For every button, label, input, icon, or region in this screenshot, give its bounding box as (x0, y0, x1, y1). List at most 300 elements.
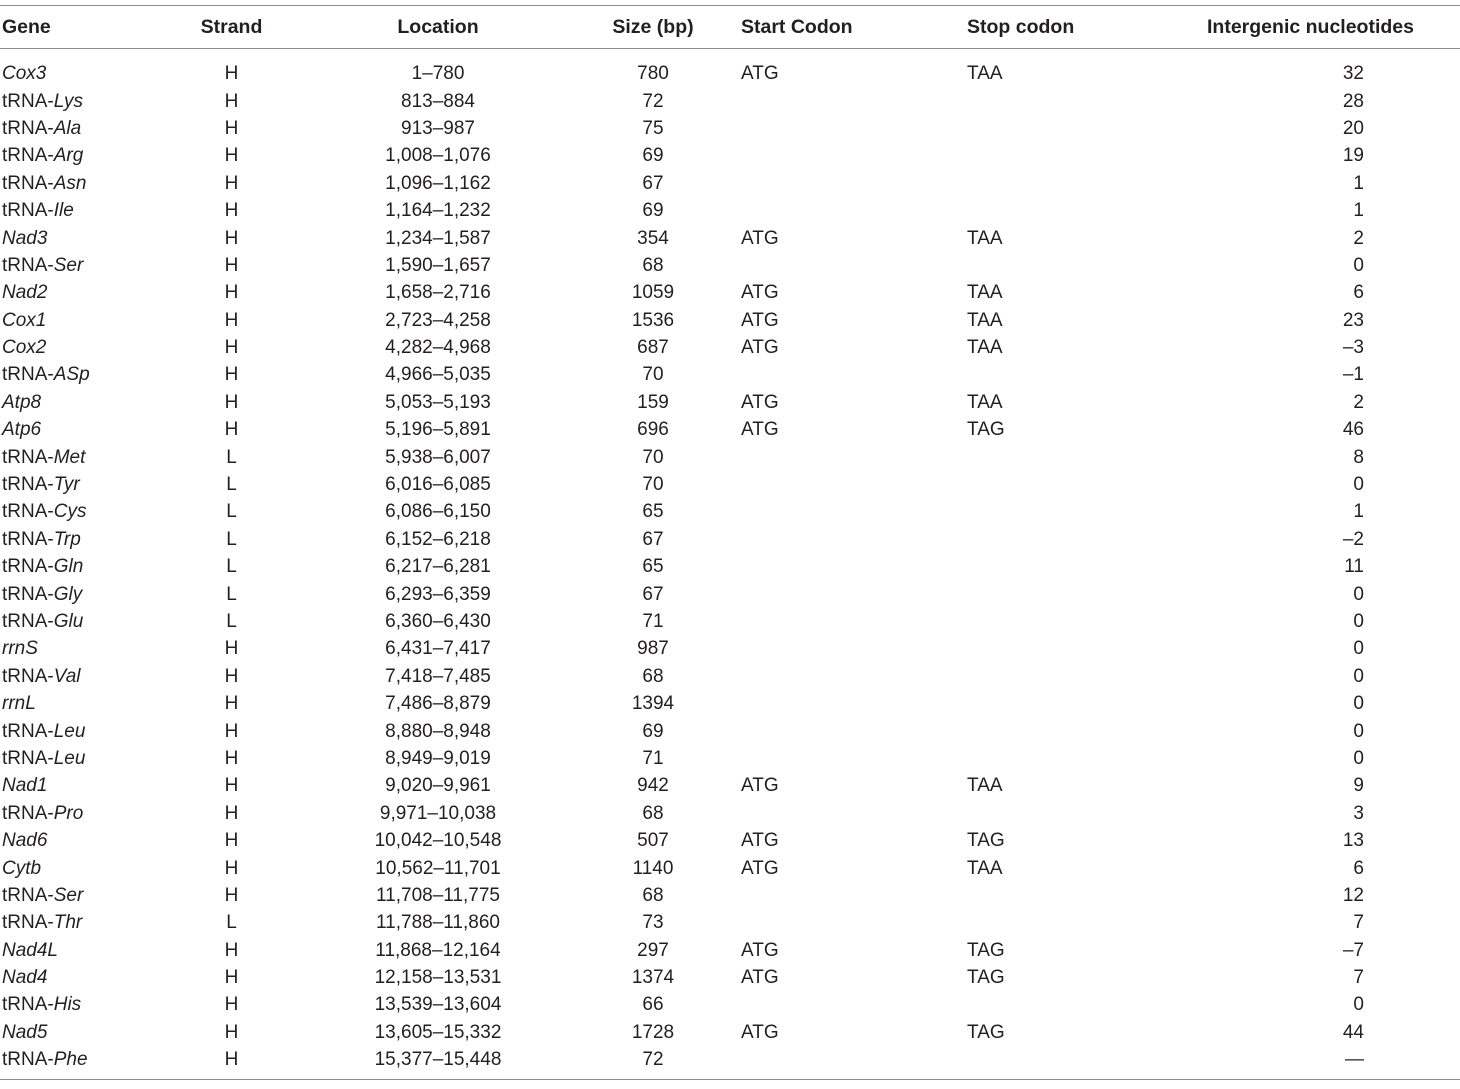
cell-strand: H (224, 1021, 239, 1043)
cell-size: 69 (642, 720, 664, 742)
cell-stop-codon (961, 882, 1161, 909)
cell-size: 67 (642, 528, 664, 550)
cell-strand: H (224, 63, 239, 85)
cell-start-codon (733, 991, 961, 1018)
cell-size: 1140 (632, 857, 674, 879)
cell-start-codon (733, 690, 961, 717)
table-row (0, 443, 1460, 470)
table-row (0, 170, 1460, 197)
table-row (0, 663, 1460, 690)
cell-location: 6,217–6,281 (385, 556, 491, 578)
gene-name: Cox1 (2, 309, 47, 331)
cell-strand: L (226, 556, 237, 578)
cell-location: 1,008–1,076 (385, 145, 491, 167)
cell-gene (0, 882, 160, 909)
cell-gene (0, 608, 160, 635)
table-row (0, 991, 1460, 1018)
header-size: Size (bp) (612, 15, 694, 38)
gene-name: Thr (53, 912, 83, 934)
cell-location: 12,158–13,531 (374, 967, 502, 989)
gene-name: Nad4 (2, 967, 48, 989)
gene-prefix: tRNA- (2, 994, 54, 1016)
cell-size: 66 (642, 994, 664, 1016)
cell-size: 69 (642, 200, 664, 222)
cell-strand: H (224, 200, 239, 222)
table-row (0, 608, 1460, 635)
cell-stop-codon (961, 471, 1161, 498)
cell-stop-codon (961, 252, 1161, 279)
cell-location: 9,971–10,038 (379, 802, 497, 824)
cell-intergenic: 32 (1342, 63, 1364, 85)
table-row (0, 937, 1460, 964)
gene-prefix: tRNA- (2, 501, 54, 523)
cell-stop-codon (961, 690, 1161, 717)
cell-intergenic: 7 (1353, 912, 1364, 934)
cell-start-codon: ATG (741, 857, 779, 879)
table-row (0, 334, 1460, 361)
table-row (0, 854, 1460, 881)
cell-location: 1,590–1,657 (385, 254, 491, 276)
cell-size: 71 (642, 747, 664, 769)
cell-gene (0, 471, 160, 498)
cell-stop-codon: TAA (967, 309, 1003, 331)
gene-name: Cytb (2, 857, 42, 879)
cell-start-codon (733, 170, 961, 197)
cell-gene (0, 937, 160, 964)
cell-size: 68 (642, 884, 664, 906)
cell-gene (0, 1046, 160, 1080)
cell-location: 10,042–10,548 (374, 830, 502, 852)
cell-intergenic: 2 (1353, 227, 1364, 249)
cell-gene (0, 49, 160, 88)
gene-prefix: tRNA- (2, 556, 54, 578)
cell-start-codon: ATG (741, 309, 779, 331)
cell-strand: H (224, 857, 239, 879)
cell-start-codon (733, 745, 961, 772)
table-row (0, 745, 1460, 772)
cell-intergenic: 0 (1353, 583, 1364, 605)
cell-location: 10,562–11,701 (375, 857, 501, 879)
cell-size: 67 (642, 583, 664, 605)
cell-intergenic: 13 (1342, 830, 1364, 852)
cell-intergenic: –7 (1342, 939, 1364, 961)
cell-stop-codon (961, 991, 1161, 1018)
gene-prefix: tRNA- (2, 884, 54, 906)
cell-strand: H (224, 775, 239, 797)
cell-stop-codon (961, 635, 1161, 662)
cell-start-codon: ATG (741, 939, 779, 961)
cell-stop-codon: TAA (967, 391, 1003, 413)
cell-stop-codon: TAA (967, 227, 1003, 249)
table-row (0, 252, 1460, 279)
cell-stop-codon: TAA (967, 857, 1003, 879)
cell-gene (0, 745, 160, 772)
cell-gene (0, 1019, 160, 1046)
cell-gene (0, 443, 160, 470)
cell-start-codon: ATG (741, 1021, 779, 1043)
cell-location: 913–987 (401, 117, 475, 139)
cell-stop-codon (961, 800, 1161, 827)
cell-location: 4,966–5,035 (385, 364, 491, 386)
cell-intergenic: 6 (1353, 857, 1364, 879)
cell-strand: H (224, 830, 239, 852)
cell-strand: H (224, 720, 239, 742)
gene-name: Ser (53, 254, 84, 276)
gene-prefix: tRNA- (2, 611, 54, 632)
cell-strand: H (224, 939, 239, 961)
cell-gene (0, 498, 160, 525)
cell-gene (0, 170, 160, 197)
gene-name: rrnL (2, 693, 36, 715)
gene-name: Tyr (53, 474, 80, 496)
cell-location: 6,016–6,085 (385, 474, 491, 496)
gene-prefix: tRNA- (2, 90, 54, 112)
cell-start-codon (733, 197, 961, 224)
cell-gene (0, 635, 160, 662)
gene-prefix: tRNA- (2, 200, 54, 222)
cell-size: 65 (642, 501, 664, 523)
cell-size: 507 (637, 830, 669, 852)
header-row (0, 6, 1460, 49)
cell-stop-codon: TAA (967, 63, 1003, 85)
table-row (0, 416, 1460, 443)
cell-intergenic: 20 (1342, 117, 1364, 139)
cell-intergenic: 9 (1353, 775, 1364, 797)
cell-size: 987 (637, 638, 669, 660)
cell-size: 70 (642, 364, 664, 386)
cell-location: 1,658–2,716 (385, 282, 491, 304)
gene-prefix: tRNA- (2, 474, 54, 496)
cell-intergenic: 11 (1344, 556, 1364, 578)
cell-stop-codon (961, 553, 1161, 580)
gene-name: Glu (53, 611, 84, 632)
cell-stop-codon (961, 909, 1161, 936)
header-strand: Strand (200, 15, 263, 38)
cell-location: 1,234–1,587 (385, 227, 491, 249)
cell-gene (0, 252, 160, 279)
cell-start-codon (733, 443, 961, 470)
cell-strand: H (224, 117, 239, 139)
cell-size: 354 (637, 227, 669, 249)
cell-stop-codon (961, 745, 1161, 772)
cell-intergenic: 28 (1342, 90, 1364, 112)
table-row (0, 361, 1460, 388)
cell-strand: H (224, 967, 239, 989)
cell-start-codon (733, 909, 961, 936)
cell-size: 1394 (631, 693, 675, 715)
cell-size: 68 (642, 665, 664, 687)
cell-strand: H (160, 1046, 303, 1080)
table-row (0, 115, 1460, 142)
gene-prefix: tRNA- (2, 145, 54, 167)
cell-strand: H (224, 309, 239, 331)
cell-size: 75 (642, 117, 664, 139)
cell-strand: L (226, 912, 237, 934)
gene-name: Nad3 (2, 227, 48, 249)
gene-prefix: tRNA- (2, 117, 54, 139)
cell-strand: L (226, 528, 237, 550)
cell-location: 11,868–12,164 (375, 939, 501, 961)
cell-strand: H (224, 693, 239, 715)
cell-size: 67 (642, 172, 664, 194)
cell-stop-codon: TAG (967, 967, 1005, 989)
gene-name: Lys (53, 90, 83, 112)
cell-stop-codon (961, 142, 1161, 169)
cell-start-codon: ATG (741, 391, 779, 413)
header-intergenic: Intergenic nucleotides (1207, 15, 1414, 38)
cell-location: 7,418–7,485 (385, 665, 491, 687)
cell-stop-codon: TAG (967, 939, 1005, 961)
cell-location: 1,164–1,232 (385, 200, 491, 222)
cell-start-codon: ATG (741, 830, 779, 852)
table-row (0, 389, 1460, 416)
table-row (0, 909, 1460, 936)
cell-size: 65 (642, 556, 664, 578)
gene-prefix: tRNA- (2, 446, 54, 468)
cell-stop-codon (961, 580, 1161, 607)
cell-gene (0, 827, 160, 854)
cell-strand: H (224, 172, 239, 194)
cell-strand: H (224, 884, 239, 906)
cell-intergenic: 1 (1353, 501, 1364, 523)
cell-gene (0, 197, 160, 224)
table-row (0, 498, 1460, 525)
gene-prefix: tRNA- (2, 802, 54, 824)
gene-name: Ala (53, 117, 82, 139)
cell-location: 5,938–6,007 (385, 446, 491, 468)
gene-name: Ser (53, 884, 84, 906)
table-row (0, 142, 1460, 169)
gene-prefix: tRNA- (2, 254, 54, 276)
cell-intergenic: 0 (1353, 994, 1364, 1016)
gene-name: Ile (53, 200, 74, 222)
gene-prefix: tRNA- (2, 172, 54, 194)
cell-stop-codon: TAA (967, 282, 1003, 304)
cell-location: 8,949–9,019 (385, 747, 491, 769)
cell-strand: H (224, 282, 239, 304)
cell-location: 7,486–8,879 (385, 693, 491, 715)
cell-start-codon (733, 87, 961, 114)
cell-size: 1536 (631, 309, 675, 331)
cell-stop-codon (961, 526, 1161, 553)
gene-annotation-table (0, 5, 1460, 1080)
table-row (0, 197, 1460, 224)
cell-intergenic: 0 (1353, 665, 1364, 687)
gene-name: Cox2 (2, 337, 47, 359)
gene-name: Val (53, 665, 81, 687)
cell-strand: H (224, 747, 239, 769)
gene-name: Nad5 (2, 1021, 48, 1043)
gene-name: Atp8 (2, 391, 42, 413)
cell-stop-codon: TAG (967, 830, 1005, 852)
cell-gene (0, 553, 160, 580)
cell-strand: H (224, 419, 239, 441)
gene-name: Phe (53, 1049, 88, 1071)
cell-gene (0, 224, 160, 251)
cell-intergenic: 0 (1353, 611, 1364, 632)
table-row (0, 1019, 1460, 1046)
cell-stop-codon (961, 197, 1161, 224)
cell-size: 780 (637, 63, 669, 85)
cell-stop-codon (961, 87, 1161, 114)
gene-prefix: tRNA- (2, 364, 54, 386)
cell-gene (0, 991, 160, 1018)
cell-start-codon: ATG (741, 967, 779, 989)
cell-intergenic: 46 (1342, 419, 1364, 441)
table-row (0, 49, 1460, 88)
cell-start-codon: ATG (741, 337, 779, 359)
gene-name: Cys (53, 501, 87, 523)
cell-intergenic: 1 (1353, 200, 1364, 222)
cell-start-codon: ATG (741, 775, 779, 797)
cell-size: 68 (642, 254, 664, 276)
cell-gene (0, 389, 160, 416)
table-row (0, 526, 1460, 553)
cell-intergenic: –2 (1342, 528, 1364, 550)
cell-intergenic: 19 (1342, 145, 1364, 167)
cell-gene (0, 334, 160, 361)
cell-intergenic: 0 (1353, 474, 1364, 496)
cell-start-codon (733, 800, 961, 827)
cell-intergenic: 0 (1353, 638, 1364, 660)
cell-location: 6,360–6,430 (385, 611, 491, 632)
cell-location: 6,431–7,417 (385, 638, 491, 660)
gene-name: Nad6 (2, 830, 48, 852)
cell-gene (0, 580, 160, 607)
cell-stop-codon (961, 1046, 1161, 1080)
cell-strand: L (226, 583, 237, 605)
cell-gene (0, 964, 160, 991)
table-body (0, 49, 1460, 1080)
cell-location: 8,880–8,948 (385, 720, 491, 742)
cell-strand: H (224, 337, 239, 359)
cell-size: 942 (637, 775, 669, 797)
table-row (0, 580, 1460, 607)
cell-location: 11,708–11,775 (376, 884, 500, 906)
gene-name: rrnS (2, 638, 38, 660)
cell-start-codon (733, 526, 961, 553)
cell-intergenic: –3 (1342, 337, 1364, 359)
cell-start-codon: ATG (741, 282, 779, 304)
cell-gene (0, 361, 160, 388)
gene-prefix: tRNA- (2, 912, 54, 934)
cell-strand: H (224, 802, 239, 824)
cell-stop-codon (961, 498, 1161, 525)
gene-prefix: tRNA- (2, 1049, 54, 1071)
cell-gene (0, 526, 160, 553)
cell-strand: L (226, 611, 237, 632)
cell-size: 68 (642, 802, 664, 824)
table-row (0, 87, 1460, 114)
cell-stop-codon (961, 663, 1161, 690)
cell-strand: H (224, 391, 239, 413)
cell-location: 13,539–13,604 (374, 994, 502, 1016)
cell-strand: H (224, 145, 239, 167)
cell-intergenic: 6 (1353, 282, 1364, 304)
cell-intergenic: 44 (1342, 1021, 1364, 1043)
cell-intergenic: 0 (1353, 747, 1364, 769)
table-row (0, 279, 1460, 306)
cell-start-codon (733, 882, 961, 909)
cell-location: 5,196–5,891 (385, 419, 491, 441)
cell-gene (0, 690, 160, 717)
cell-start-codon: ATG (741, 419, 779, 441)
cell-gene (0, 800, 160, 827)
table-row (0, 964, 1460, 991)
cell-intergenic: 3 (1353, 802, 1364, 824)
table-row (0, 882, 1460, 909)
cell-strand: H (224, 994, 239, 1016)
cell-location: 813–884 (401, 90, 475, 112)
cell-start-codon (733, 115, 961, 142)
cell-gene (0, 87, 160, 114)
cell-strand: L (226, 474, 237, 496)
cell-location: 15,377–15,448 (303, 1046, 573, 1080)
cell-start-codon: ATG (741, 63, 779, 85)
cell-gene (0, 307, 160, 334)
table-row (0, 307, 1460, 334)
cell-size: 696 (637, 419, 669, 441)
gene-name: Gly (53, 583, 83, 605)
cell-intergenic: 7 (1353, 967, 1364, 989)
gene-name: Trp (53, 528, 81, 550)
cell-stop-codon (961, 717, 1161, 744)
cell-stop-codon: TAG (967, 419, 1005, 441)
cell-size: 71 (642, 611, 664, 632)
cell-size: 72 (642, 90, 664, 112)
table-row (0, 1046, 1460, 1080)
cell-strand: H (224, 665, 239, 687)
table-row (0, 553, 1460, 580)
gene-name: Nad2 (2, 282, 48, 304)
header-start-codon: Start Codon (741, 15, 853, 38)
cell-intergenic: 0 (1353, 693, 1364, 715)
cell-size: 1728 (631, 1021, 675, 1043)
cell-intergenic: 0 (1353, 254, 1364, 276)
gene-name: Nad4L (2, 939, 58, 961)
cell-size: 1059 (631, 282, 675, 304)
cell-strand: L (226, 446, 237, 468)
gene-name: Nad1 (2, 775, 48, 797)
gene-name: ASp (53, 364, 90, 386)
header-location: Location (397, 15, 479, 38)
header-gene: Gene (2, 15, 51, 38)
gene-name: Gln (53, 556, 84, 578)
cell-location: 6,152–6,218 (385, 528, 491, 550)
gene-prefix: tRNA- (2, 528, 54, 550)
cell-gene (0, 854, 160, 881)
cell-stop-codon: TAG (967, 1021, 1005, 1043)
gene-prefix: tRNA- (2, 665, 54, 687)
cell-start-codon (733, 252, 961, 279)
cell-intergenic: –1 (1342, 364, 1364, 386)
cell-location: 13,605–15,332 (374, 1021, 502, 1043)
cell-strand: H (224, 638, 239, 660)
cell-gene (0, 663, 160, 690)
cell-start-codon (733, 608, 961, 635)
gene-prefix: tRNA- (2, 720, 54, 742)
cell-intergenic: 1 (1353, 172, 1364, 194)
cell-start-codon (733, 553, 961, 580)
cell-stop-codon (961, 608, 1161, 635)
cell-intergenic: 0 (1353, 720, 1364, 742)
cell-stop-codon (961, 115, 1161, 142)
cell-strand: H (224, 90, 239, 112)
cell-gene (0, 279, 160, 306)
cell-gene (0, 115, 160, 142)
cell-size: 297 (637, 939, 669, 961)
cell-size: 70 (642, 474, 664, 496)
